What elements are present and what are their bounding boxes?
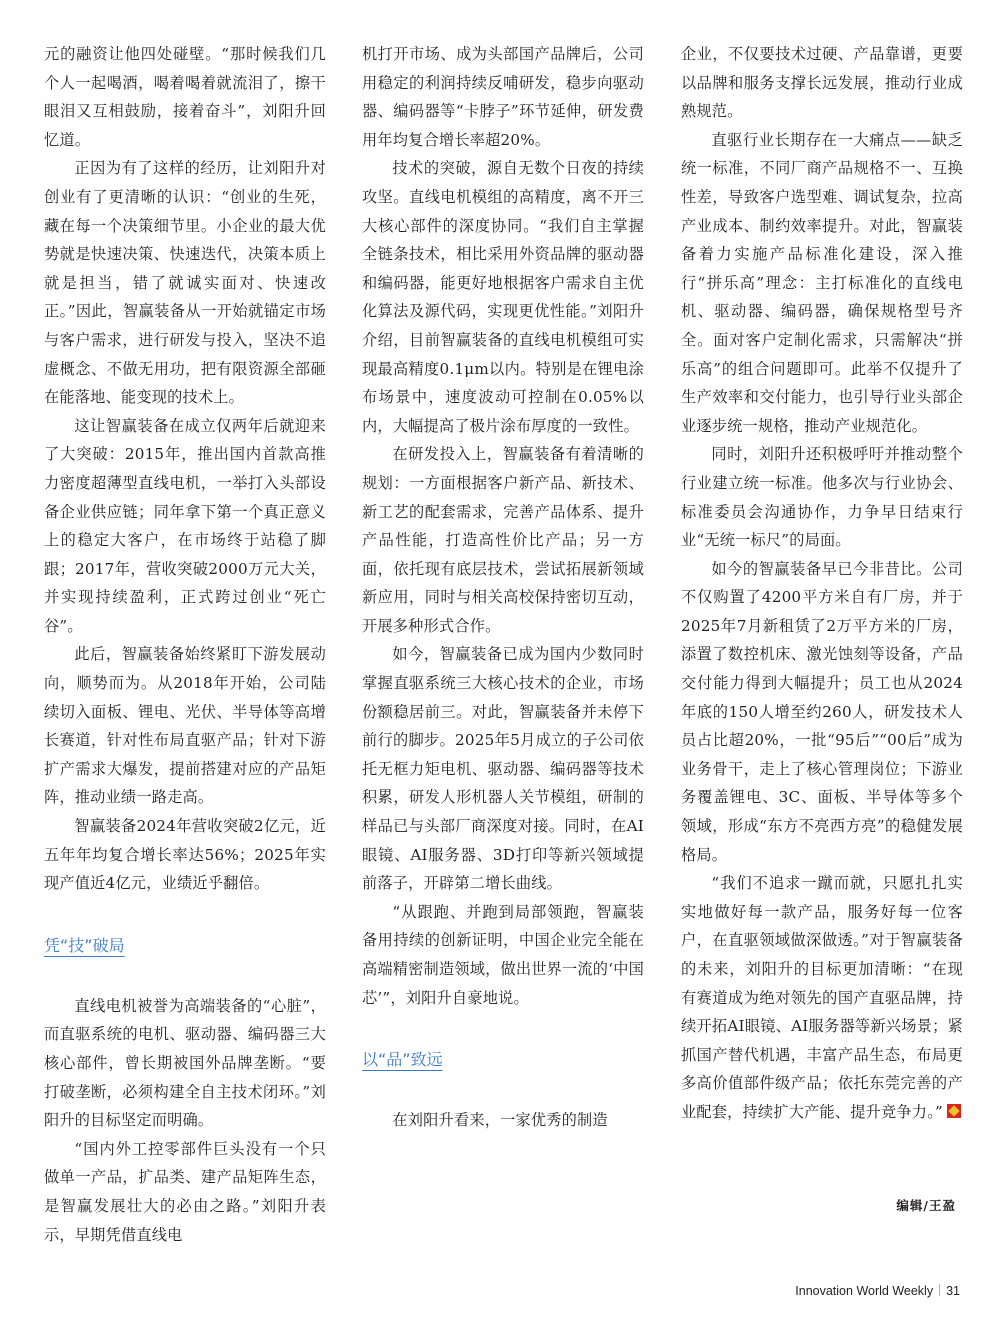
article-paragraph: 技术的突破，源自无数个日夜的持续攻坚。直线电机模组的高精度，离不开三大核心部件的深度协同。“我们自主掌握全链条技术，相比采用外资品牌的驱动器和编码器，能更好地根据客户需求自主优化算法及源代码，实现更优性能。”刘阳升介绍，目前智赢装备的直线电机模组可实现最高精度0.1μm以内。特别是在锂电涂布场景中，速度波动可控制在0.05%以内，大幅提高了极片涂布厚度的一致性。 bbox=[362, 159, 644, 435]
end-of-article-icon bbox=[947, 1104, 961, 1118]
article-paragraph: “国内外工控零部件巨头没有一个只做单一产品，扩品类、建产品矩阵生态，是智赢发展壮大的必由之路。”刘阳升表示，早期凭借直线电 bbox=[44, 1139, 326, 1244]
article-column-3 bbox=[681, 40, 963, 1127]
article-paragraph: 直驱行业长期存在一大痛点——缺乏统一标准，不同厂商产品规格不一、互换性差，导致客户选型难、调试复杂，拉高产业成本、制约效率提升。对此，智赢装备着力实施产品标准化建设，深入推行“拼乐高”理念：主打标准化的直线电机、驱动器、编码器，确保规格型号齐全。面对客户定制化需求，只需解决“拼乐高”的组合问题即可。此举不仅提升了生产效率和交付能力，也引导行业头部企业逐步统一规格，推动产业规范化。 bbox=[681, 130, 963, 435]
section-heading: 凭“技”破局 bbox=[44, 935, 125, 955]
article-paragraph: 智赢装备2024年营收突破2亿元，近五年年均复合增长率达56%；2025年实现产值近4亿元，业绩近乎翻倍。 bbox=[44, 817, 326, 893]
article-column-1 bbox=[44, 40, 326, 1249]
footer-divider bbox=[939, 1284, 940, 1296]
page-footer bbox=[795, 1284, 960, 1298]
article-paragraph: 如今，智赢装备已成为国内少数同时掌握直驱系统三大核心技术的企业，市场份额稳居前三。对此，智赢装备并未停下前行的脚步。2025年5月成立的子公司依托无框力矩电机、驱动器、编码器等技术积累，研发人形机器人关节模组，研制的样品已与头部厂商深度对接。同时，在AI眼镜、AI服务器、3D打印等新兴领域提前落子，开辟第二增长曲线。 bbox=[362, 645, 644, 893]
article-paragraph: 元的融资让他四处碰壁。“那时候我们几个人一起喝酒，喝着喝着就流泪了，擦干眼泪又互相鼓励，接着奋斗”，刘阳升回忆道。 bbox=[44, 45, 326, 149]
article-paragraph: 同时，刘阳升还积极呼吁并推动整个行业建立统一标准。他多次与行业协会、标准委员会沟通协作，力争早日结束行业“无统一标尺”的局面。 bbox=[681, 445, 963, 550]
article-paragraph: “从跟跑、并跑到局部领跑，智赢装备用持续的创新证明，中国企业完全能在高端精密制造领域，做出世界一流的‘中国芯’”，刘阳升自豪地说。 bbox=[362, 902, 645, 1007]
article-paragraph: 机打开市场、成为头部国产品牌后，公司用稳定的利润持续反哺研发，稳步向驱动器、编码器等“卡脖子”环节延伸，研发费用年均复合增长率超20%。 bbox=[362, 45, 644, 149]
article-paragraph: 直线电机被誉为高端装备的“心脏”，而直驱系统的电机、驱动器、编码器三大核心部件，曾长期被国外品牌垄断。“要打破垄断，必须构建全自主技术闭环。”刘阳升的目标坚定而明确。 bbox=[44, 996, 326, 1130]
editor-credit: 编辑/王盈 bbox=[896, 1198, 956, 1213]
article-paragraph: 此后，智赢装备始终紧盯下游发展动向，顺势而为。从2018年开始，公司陆续切入面板、锂电、光伏、半导体等高增长赛道，针对性布局直驱产品；针对下游扩产需求大爆发，提前搭建对应的产品矩阵，推动业绩一路走高。 bbox=[44, 645, 326, 807]
article-paragraph: 企业，不仅要技术过硬、产品靠谱，更要以品牌和服务支撑长远发展，推动行业成熟规范。 bbox=[681, 45, 963, 121]
article-paragraph: 如今的智赢装备早已今非昔比。公司不仅购置了4200平方米自有厂房，并于2025年7月新租赁了2万平方米的厂房，添置了数控机床、激光蚀刻等设备，产品交付能力得到大幅提升；员工也从2024年底的150人增至约260人，研发技术人员占比超20%，一批“95后”“00后”成为业务骨干，走上了核心管理岗位；下游业务覆盖锂电、3C、面板、半导体等多个领域，形成“东方不亮西方亮”的稳健发展格局。 bbox=[681, 559, 963, 864]
article-paragraph: 正因为有了这样的经历，让刘阳升对创业有了更清晰的认识：“创业的生死，藏在每一个决策细节里。小企业的最大优势就是快速决策、快速迭代，决策本质上就是担当，错了就诚实面对、快速改正。”因此，智赢装备从一开始就锚定市场与客户需求，进行研发与投入，坚决不追虚概念、不做无用功，把有限资源全部砸在能落地、能变现的技术上。 bbox=[44, 159, 326, 407]
article-paragraph: 在研发投入上，智赢装备有着清晰的规划：一方面根据客户新产品、新技术、新工艺的配套需求，完善产品体系、提升产品性能，打造高性价比产品；另一方面，依托现有底层技术，尝试拓展新领域新应用，同时与相关高校保持密切互动，开展多种形式合作。 bbox=[362, 445, 644, 635]
article-paragraph: “我们不追求一蹴而就，只愿扎扎实实地做好每一款产品，服务好每一位客户，在直驱领域做深做透。”对于智赢装备的未来，刘阳升的目标更加清晰：“在现有赛道成为绝对领先的国产直驱品牌，持续开拓AI眼镜、AI服务器等新兴场景；紧抓国产替代机遇，丰富产品生态，布局更多高价值部件级产品；依托东莞完善的产业配套，持续扩大产能、提升竞争力。” bbox=[681, 874, 963, 1121]
article-column-2 bbox=[362, 40, 644, 1135]
page-number: 31 bbox=[946, 1284, 960, 1298]
magazine-name: Innovation World Weekly bbox=[795, 1284, 934, 1298]
article-paragraph: 在刘阳升看来，一家优秀的制造 bbox=[392, 1111, 608, 1130]
section-heading: 以“品”致远 bbox=[362, 1050, 443, 1070]
article-paragraph: 这让智赢装备在成立仅两年后就迎来了大突破：2015年，推出国内首款高推力密度超薄型直线电机，一举打入头部设备企业供应链；同年拿下第一个真正意义上的稳定大客户，在市场终于站稳了脚跟；2017年，营收突破2000万元大关，并实现持续盈利，正式跨过创业“死亡谷”。 bbox=[44, 416, 326, 635]
